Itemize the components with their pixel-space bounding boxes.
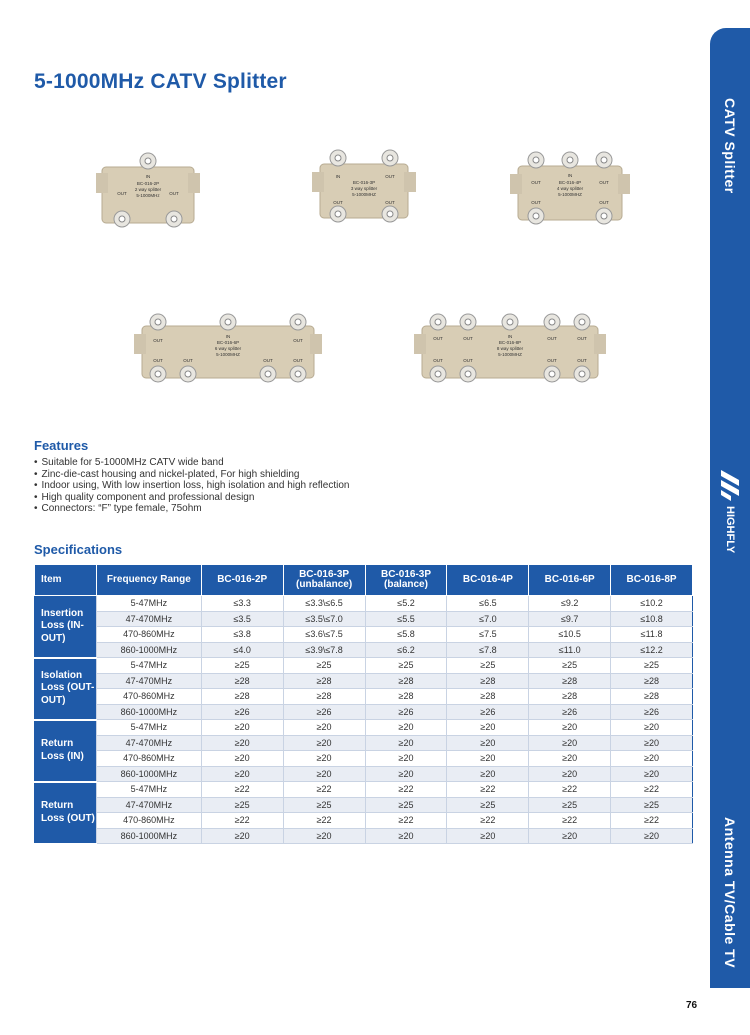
- value-cell: ≥20: [529, 751, 611, 767]
- value-cell: ≤6.2: [365, 642, 447, 658]
- value-cell: ≤9.7: [529, 611, 611, 627]
- port-label-out: OUT: [169, 191, 179, 196]
- value-cell: ≥25: [447, 797, 529, 813]
- value-cell: ≥22: [201, 813, 283, 829]
- value-cell: ≥20: [201, 751, 283, 767]
- value-cell: ≥26: [365, 704, 447, 720]
- value-cell: ≥20: [529, 828, 611, 844]
- value-cell: ≥20: [201, 828, 283, 844]
- table-row: [35, 766, 693, 782]
- features-list: [34, 457, 349, 515]
- value-cell: ≥20: [611, 720, 693, 736]
- port-label-out: OUT: [547, 336, 557, 341]
- column-header: BC-016-3P (balance): [365, 565, 447, 596]
- photo-band: 5-1000MHz: [136, 193, 160, 198]
- value-cell: ≤12.2: [611, 642, 693, 658]
- value-cell: ≥22: [283, 813, 365, 829]
- photo-model: BC-016-8P: [498, 340, 522, 345]
- port-label-out: OUT: [263, 358, 273, 363]
- value-cell: ≥22: [611, 782, 693, 798]
- column-header: Frequency Range: [96, 565, 201, 596]
- frequency-cell: 860-1000MHz: [96, 828, 201, 844]
- value-cell: ≥22: [447, 782, 529, 798]
- value-cell: ≥22: [365, 813, 447, 829]
- port-label-out: OUT: [531, 200, 541, 205]
- value-cell: ≥20: [529, 735, 611, 751]
- value-cell: ≤7.8: [447, 642, 529, 658]
- product-photo-6p: [132, 310, 324, 390]
- column-header: BC-016-3P (unbalance): [283, 565, 365, 596]
- value-cell: ≥28: [447, 673, 529, 689]
- value-cell: ≥22: [611, 813, 693, 829]
- value-cell: ≥20: [201, 766, 283, 782]
- value-cell: ≥25: [447, 658, 529, 674]
- value-cell: ≥22: [365, 782, 447, 798]
- value-cell: ≥28: [611, 689, 693, 705]
- value-cell: ≤7.0: [447, 611, 529, 627]
- value-cell: ≥28: [365, 673, 447, 689]
- column-header: BC-016-4P: [447, 565, 529, 596]
- value-cell: ≥22: [529, 813, 611, 829]
- value-cell: ≤3.5\≤7.0: [283, 611, 365, 627]
- value-cell: ≤5.8: [365, 627, 447, 643]
- photo-band: 5-1000MHZ: [558, 192, 582, 197]
- port-label-out: OUT: [599, 200, 609, 205]
- port-label-out: OUT: [385, 174, 395, 179]
- value-cell: ≤3.8: [201, 627, 283, 643]
- value-cell: ≥28: [529, 673, 611, 689]
- port-label-out: OUT: [117, 191, 127, 196]
- feature-item: • High quality component and professional design: [34, 492, 349, 504]
- table-row: [35, 828, 693, 844]
- column-header: BC-016-6P: [529, 565, 611, 596]
- port-label-out: OUT: [599, 180, 609, 185]
- value-cell: ≥20: [611, 828, 693, 844]
- value-cell: ≥25: [529, 797, 611, 813]
- product-photo-4p: [508, 146, 632, 236]
- value-cell: ≥20: [365, 720, 447, 736]
- value-cell: ≤5.5: [365, 611, 447, 627]
- value-cell: ≤3.5: [201, 611, 283, 627]
- table-row: [35, 813, 693, 829]
- value-cell: ≥28: [447, 689, 529, 705]
- port-label-out: OUT: [577, 336, 587, 341]
- value-cell: ≥26: [611, 704, 693, 720]
- value-cell: ≥20: [365, 751, 447, 767]
- value-cell: ≥25: [611, 658, 693, 674]
- frequency-cell: 5-47MHz: [96, 782, 201, 798]
- port-label-in: IN: [507, 334, 513, 339]
- value-cell: ≥20: [201, 720, 283, 736]
- photo-band: 5-1000MHZ: [498, 352, 522, 357]
- group-label: Isolation Loss (OUT-OUT): [35, 658, 97, 720]
- column-header: BC-016-2P: [201, 565, 283, 596]
- value-cell: ≥25: [365, 658, 447, 674]
- value-cell: ≤11.8: [611, 627, 693, 643]
- brand-logo: [710, 468, 750, 598]
- value-cell: ≥28: [529, 689, 611, 705]
- photo-band: 5-1000MHZ: [216, 352, 240, 357]
- port-label-out: OUT: [385, 200, 395, 205]
- table-row: [35, 611, 693, 627]
- value-cell: ≥25: [283, 797, 365, 813]
- photo-model: BC-016-6P: [216, 340, 240, 345]
- product-photo-2p: [92, 145, 204, 239]
- frequency-cell: 5-47MHz: [96, 596, 201, 612]
- value-cell: ≥26: [283, 704, 365, 720]
- value-cell: ≥25: [201, 658, 283, 674]
- table-row: [35, 689, 693, 705]
- port-label-out: OUT: [293, 358, 303, 363]
- value-cell: ≥22: [201, 782, 283, 798]
- port-label-out: OUT: [547, 358, 557, 363]
- table-row: [35, 735, 693, 751]
- port-label-out: OUT: [433, 358, 443, 363]
- port-label-out: OUT: [463, 358, 473, 363]
- value-cell: ≥20: [529, 766, 611, 782]
- value-cell: ≥28: [201, 673, 283, 689]
- features-heading: Features: [34, 438, 89, 453]
- value-cell: ≥25: [283, 658, 365, 674]
- value-cell: ≥20: [283, 751, 365, 767]
- value-cell: ≤7.5: [447, 627, 529, 643]
- frequency-cell: 47-470MHz: [96, 735, 201, 751]
- page-number: 76: [686, 1000, 698, 1011]
- side-section-label: CATV Splitter: [722, 98, 738, 194]
- value-cell: ≥25: [365, 797, 447, 813]
- value-cell: ≤3.6\≤7.5: [283, 627, 365, 643]
- value-cell: ≥26: [201, 704, 283, 720]
- table-row: [35, 658, 693, 674]
- port-label-out: OUT: [333, 200, 343, 205]
- page-title: 5-1000MHz CATV Splitter: [34, 70, 287, 93]
- value-cell: ≥20: [529, 720, 611, 736]
- port-label-in: IN: [225, 334, 231, 339]
- value-cell: ≤3.3\≤6.5: [283, 596, 365, 612]
- specifications-body: [35, 596, 693, 844]
- value-cell: ≤4.0: [201, 642, 283, 658]
- value-cell: ≥22: [283, 782, 365, 798]
- table-row: [35, 751, 693, 767]
- value-cell: ≤11.0: [529, 642, 611, 658]
- group-label: Return Loss (OUT): [35, 782, 97, 844]
- value-cell: ≥26: [529, 704, 611, 720]
- table-row: [35, 627, 693, 643]
- value-cell: ≥20: [365, 828, 447, 844]
- frequency-cell: 47-470MHz: [96, 673, 201, 689]
- value-cell: ≥20: [283, 735, 365, 751]
- value-cell: ≥22: [447, 813, 529, 829]
- photo-model: BC-016-3P: [352, 180, 376, 185]
- table-row: [35, 704, 693, 720]
- photo-model: BC-016-2P: [136, 181, 160, 186]
- photo-type: 8 way splitter: [496, 346, 524, 351]
- frequency-cell: 47-470MHz: [96, 797, 201, 813]
- brand-name: HIGHFLY: [724, 506, 736, 554]
- table-row: [35, 782, 693, 798]
- brand-logo-icon: [717, 468, 743, 502]
- table-row: [35, 642, 693, 658]
- feature-item: • Suitable for 5-1000MHz CATV wide band: [34, 457, 349, 469]
- frequency-cell: 860-1000MHz: [96, 766, 201, 782]
- value-cell: ≥20: [447, 720, 529, 736]
- value-cell: ≤10.2: [611, 596, 693, 612]
- value-cell: ≥20: [283, 828, 365, 844]
- value-cell: ≥25: [529, 658, 611, 674]
- value-cell: ≥25: [201, 797, 283, 813]
- value-cell: ≥20: [365, 735, 447, 751]
- value-cell: ≤3.3: [201, 596, 283, 612]
- table-header-row: [35, 565, 693, 596]
- table-row: [35, 596, 693, 612]
- photo-type: 3 way splitter: [350, 186, 378, 191]
- value-cell: ≥20: [447, 751, 529, 767]
- value-cell: ≥20: [201, 735, 283, 751]
- column-header: BC-016-8P: [611, 565, 693, 596]
- value-cell: ≥20: [283, 766, 365, 782]
- port-label-in: IN: [145, 174, 151, 179]
- port-label-in: IN: [567, 173, 573, 178]
- port-label-out: OUT: [183, 358, 193, 363]
- frequency-cell: 47-470MHz: [96, 611, 201, 627]
- group-label: Insertion Loss (IN-OUT): [35, 596, 97, 658]
- value-cell: ≥20: [611, 766, 693, 782]
- frequency-cell: 470-860MHz: [96, 627, 201, 643]
- value-cell: ≥20: [283, 720, 365, 736]
- value-cell: ≥28: [611, 673, 693, 689]
- value-cell: ≥28: [201, 689, 283, 705]
- photo-type: 2 way splitter: [134, 187, 162, 192]
- side-band: [710, 28, 750, 988]
- table-row: [35, 797, 693, 813]
- value-cell: ≥28: [365, 689, 447, 705]
- value-cell: ≥20: [447, 828, 529, 844]
- frequency-cell: 5-47MHz: [96, 658, 201, 674]
- frequency-cell: 470-860MHz: [96, 751, 201, 767]
- value-cell: ≥22: [529, 782, 611, 798]
- feature-item: • Zinc-die-cast housing and nickel-plated, For high shielding: [34, 469, 349, 481]
- photo-band: 5-1000MHZ: [352, 192, 376, 197]
- photo-model: BC-016-4P: [558, 180, 582, 185]
- specifications-heading: Specifications: [34, 542, 123, 557]
- group-label: Return Loss (IN): [35, 720, 97, 782]
- port-label-out: OUT: [577, 358, 587, 363]
- feature-item: • Indoor using, With low insertion loss, high isolation and high reflection: [34, 480, 349, 492]
- column-header: Item: [35, 565, 97, 596]
- specifications-table: [34, 564, 693, 845]
- port-label-out: OUT: [463, 336, 473, 341]
- frequency-cell: 860-1000MHz: [96, 704, 201, 720]
- value-cell: ≥26: [447, 704, 529, 720]
- frequency-cell: 5-47MHz: [96, 720, 201, 736]
- value-cell: ≤10.8: [611, 611, 693, 627]
- product-photo-8p: [412, 310, 608, 390]
- table-row: [35, 720, 693, 736]
- port-label-out: OUT: [153, 358, 163, 363]
- port-label-out: OUT: [153, 338, 163, 343]
- port-label-out: OUT: [293, 338, 303, 343]
- frequency-cell: 470-860MHz: [96, 813, 201, 829]
- value-cell: ≤6.5: [447, 596, 529, 612]
- value-cell: ≥20: [447, 766, 529, 782]
- port-label-out: OUT: [433, 336, 443, 341]
- side-category-label: Antenna TV/Cable TV: [722, 817, 738, 969]
- frequency-cell: 860-1000MHz: [96, 642, 201, 658]
- frequency-cell: 470-860MHz: [96, 689, 201, 705]
- port-label-in: IN: [335, 174, 341, 179]
- value-cell: ≥25: [611, 797, 693, 813]
- table-row: [35, 673, 693, 689]
- value-cell: ≥28: [283, 673, 365, 689]
- value-cell: ≥20: [447, 735, 529, 751]
- value-cell: ≥20: [611, 751, 693, 767]
- value-cell: ≤5.2: [365, 596, 447, 612]
- value-cell: ≥20: [365, 766, 447, 782]
- value-cell: ≤3.9\≤7.8: [283, 642, 365, 658]
- port-label-out: OUT: [531, 180, 541, 185]
- value-cell: ≥20: [611, 735, 693, 751]
- value-cell: ≤9.2: [529, 596, 611, 612]
- photo-type: 6 way splitter: [214, 346, 242, 351]
- value-cell: ≤10.5: [529, 627, 611, 643]
- feature-item: • Connectors: “F” type female, 75ohm: [34, 503, 349, 515]
- value-cell: ≥28: [283, 689, 365, 705]
- photo-type: 4 way splitter: [556, 186, 584, 191]
- product-photo-3p: [308, 142, 420, 236]
